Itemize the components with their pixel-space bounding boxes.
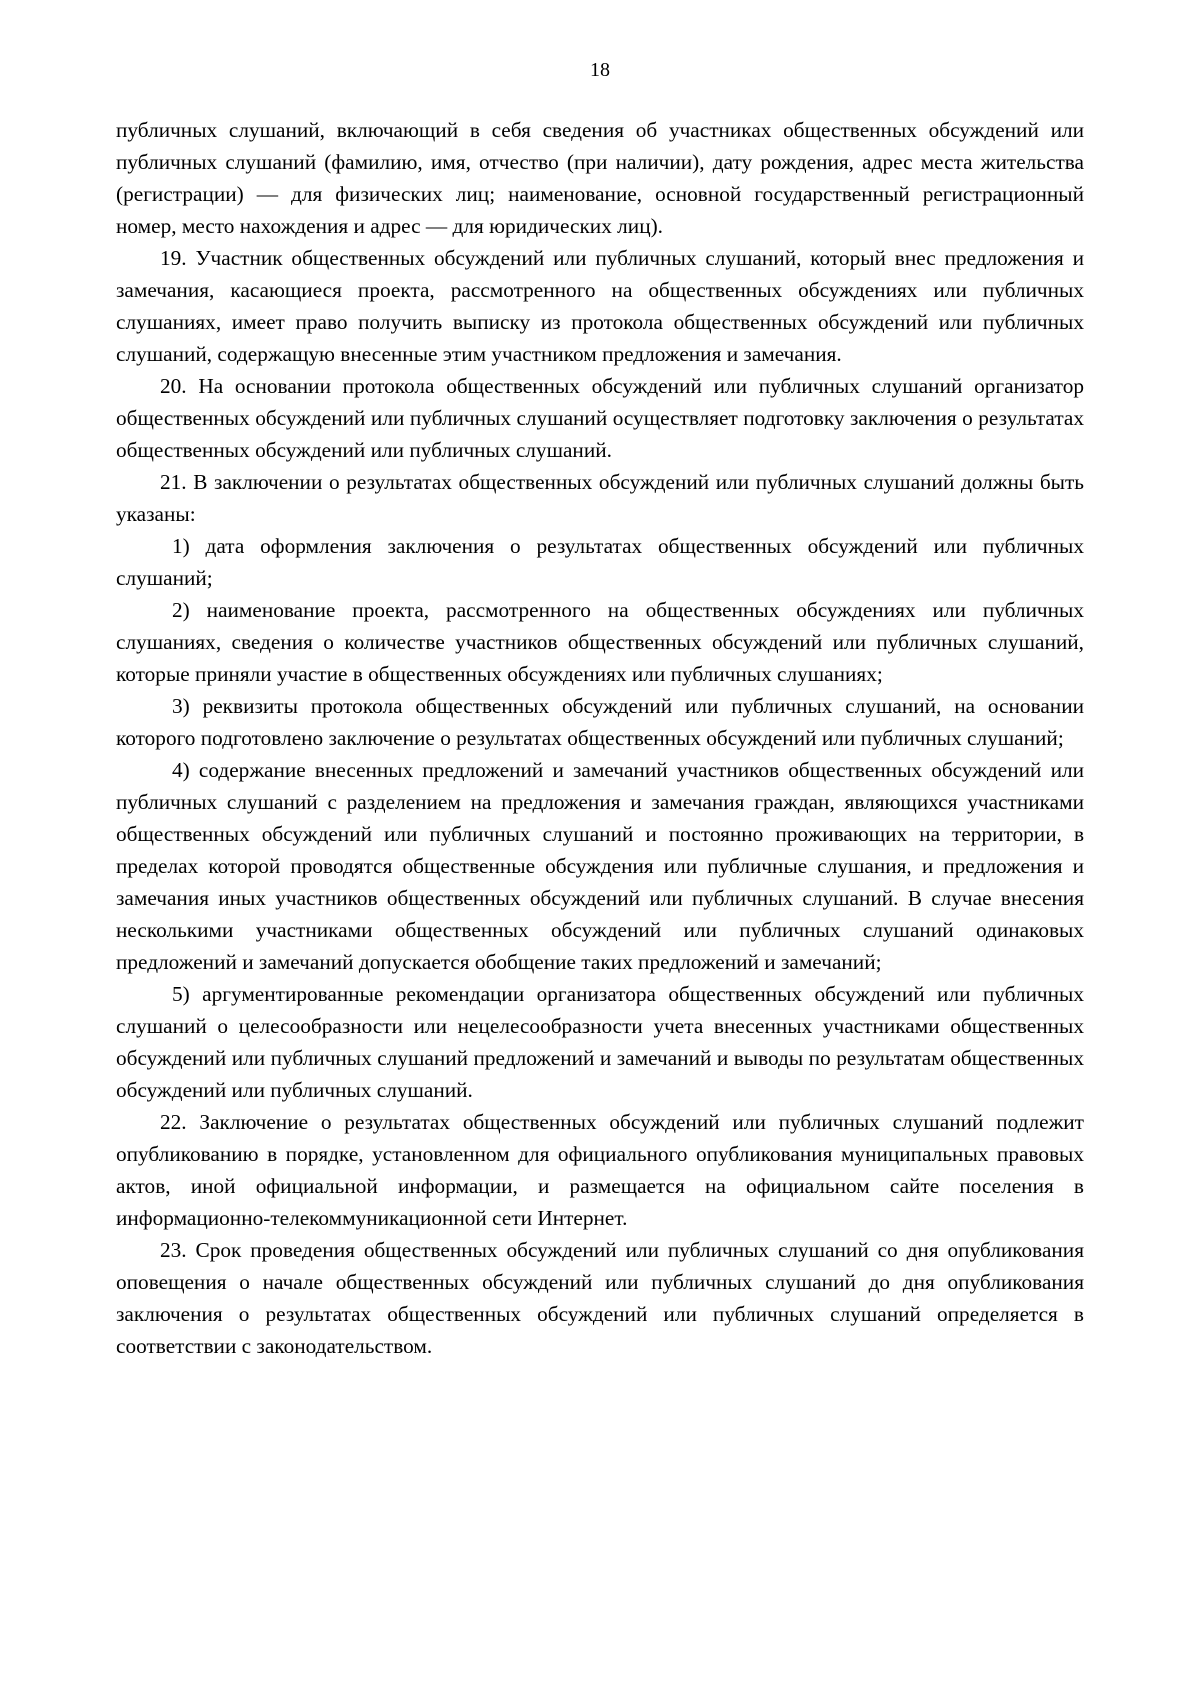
paragraph-21-item-4: 4) содержание внесенных предложений и замечаний участников общественных обсуждений или публичных слушаний с разделением на предложения и замечания граждан, являющихся участниками общественных обсуждений или публичных слушаний и постоянно проживающих на территории, в пределах которой проводятся общественные обсуждения или публичные слушания, и предложения и замечания иных участников общественных обсуждений или публичных слушаний. В случае внесения несколькими участниками общественных обсуждений или публичных слушаний одинаковых предложений и замечаний допускается обобщение таких предложений и замечаний; bbox=[116, 758, 1084, 974]
page-number: 18 bbox=[590, 59, 610, 81]
document-body bbox=[116, 114, 1084, 1362]
paragraph-20: 20. На основании протокола общественных обсуждений или публичных слушаний организатор общественных обсуждений или публичных слушаний осуществляет подготовку заключения о результатах общественных обсуждений или публичных слушаний. bbox=[116, 374, 1084, 462]
paragraph-21-item-1: 1) дата оформления заключения о результатах общественных обсуждений или публичных слушаний; bbox=[116, 534, 1084, 590]
paragraph-23: 23. Срок проведения общественных обсуждений или публичных слушаний со дня опубликования оповещения о начале общественных обсуждений или публичных слушаний до дня опубликования заключения о результатах общественных обсуждений или публичных слушаний определяется в соответствии с законодательством. bbox=[116, 1238, 1084, 1358]
paragraph-continuation: публичных слушаний, включающий в себя сведения об участниках общественных обсуждений или публичных слушаний (фамилию, имя, отчество (при наличии), дату рождения, адрес места жительства (регистрации) — для физических лиц; наименование, основной государственный регистрационный номер, место нахождения и адрес — для юридических лиц). bbox=[116, 118, 1084, 238]
paragraph-19: 19. Участник общественных обсуждений или публичных слушаний, который внес предложения и замечания, касающиеся проекта, рассмотренного на общественных обсуждениях или публичных слушаниях, имеет право получить выписку из протокола общественных обсуждений или публичных слушаний, содержащую внесенные этим участником предложения и замечания. bbox=[116, 246, 1084, 366]
paragraph-21-item-5: 5) аргументированные рекомендации организатора общественных обсуждений или публичных слушаний о целесообразности или нецелесообразности учета внесенных участниками общественных обсуждений или публичных слушаний предложений и замечаний и выводы по результатам общественных обсуждений или публичных слушаний. bbox=[116, 982, 1084, 1102]
paragraph-22: 22. Заключение о результатах общественных обсуждений или публичных слушаний подлежит опубликованию в порядке, установленном для официального опубликования муниципальных правовых актов, иной официальной информации, и размещается на официальном сайте поселения в информационно-телекоммуникационной сети Интернет. bbox=[116, 1110, 1084, 1230]
paragraph-21-item-3: 3) реквизиты протокола общественных обсуждений или публичных слушаний, на основании которого подготовлено заключение о результатах общественных обсуждений или публичных слушаний; bbox=[116, 694, 1084, 750]
paragraph-21: 21. В заключении о результатах общественных обсуждений или публичных слушаний должны быть указаны: bbox=[116, 470, 1084, 526]
paragraph-21-item-2: 2) наименование проекта, рассмотренного на общественных обсуждениях или публичных слушаниях, сведения о количестве участников общественных обсуждений или публичных слушаний, которые приняли участие в общественных обсуждениях или публичных слушаниях; bbox=[116, 598, 1084, 686]
